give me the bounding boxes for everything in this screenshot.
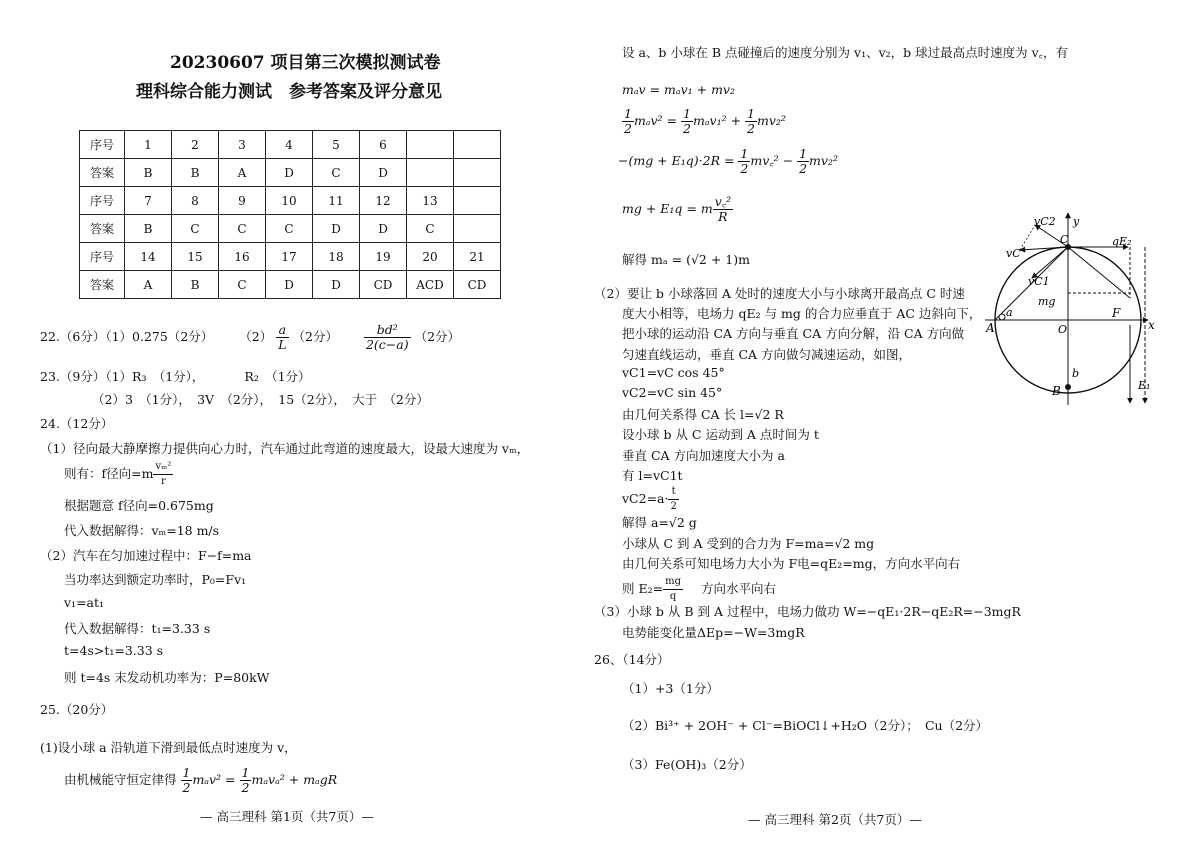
answer-table-cell: CD bbox=[360, 271, 407, 299]
q26-line: （1）+3（1分） bbox=[622, 681, 719, 696]
page-footer-left: — 高三理科 第1页（共7页）— bbox=[200, 809, 374, 824]
answer-table-header-cell: 序号 bbox=[80, 187, 125, 215]
answer-table-cell: 7 bbox=[125, 187, 172, 215]
q25-energy-equation: 由机械能守恒定律得 $\frac{1}{2}$ mₐv² = $\frac{1}{2}$ mₐvₐ² + mₐgR bbox=[64, 765, 338, 795]
q24-line: 则 t=4s 末发动机功率为：P=80kW bbox=[64, 670, 270, 685]
answer-table-cell: 19 bbox=[360, 243, 407, 271]
answer-table-header-cell: 答案 bbox=[80, 271, 125, 299]
text-line: vC2=vC sin 45° bbox=[622, 385, 723, 400]
label-e1: E₁ bbox=[1138, 379, 1151, 392]
answer-table-header-cell: 答案 bbox=[80, 215, 125, 243]
q24-line: 代入数据解得：t₁=3.33 s bbox=[64, 621, 211, 636]
text-line: 由几何关系可知电场力大小为 F电=qE₂=mg，方向水平向右 bbox=[622, 556, 961, 571]
label-ball-a: a bbox=[1006, 306, 1013, 319]
answer-table-cell bbox=[454, 131, 501, 159]
text-line: 解得 a=√2 g bbox=[622, 515, 697, 530]
q25-line: (1)设小球 a 沿轨道下滑到最低点时速度为 v， bbox=[40, 740, 297, 755]
q22-line bbox=[40, 323, 460, 352]
label-vc: vC bbox=[1006, 247, 1021, 260]
answer-table-cell: 13 bbox=[407, 187, 454, 215]
page-title: 20230607 项目第三次模拟测试卷 bbox=[170, 53, 441, 73]
q24-line: （1）径向最大静摩擦力提供向心力时，汽车通过此弯道的速度最大，设最大速度为 vₘ， bbox=[40, 441, 530, 456]
answer-table-cell bbox=[454, 187, 501, 215]
answer-table-cell bbox=[454, 215, 501, 243]
answer-table-row bbox=[80, 215, 501, 243]
answer-table-cell: 3 bbox=[219, 131, 266, 159]
q22-part2: （2） bbox=[239, 329, 273, 344]
answer-table-cell: 17 bbox=[266, 243, 313, 271]
answer-table-header-cell: 序号 bbox=[80, 131, 125, 159]
label-vc1: vC1 bbox=[1028, 275, 1050, 288]
answer-table-cell: 18 bbox=[313, 243, 360, 271]
label-qe2: qE₂ bbox=[1112, 235, 1132, 248]
label-origin: O bbox=[1058, 323, 1068, 336]
q26-line: （3）Fe(OH)₃（2分） bbox=[622, 757, 752, 772]
q22-score-3: （2分） bbox=[414, 329, 461, 344]
p2-line-vc2: vC2=a· $\frac{t}{2}$ bbox=[622, 486, 677, 512]
equation-energy: $\frac{1}{2}$ mₐv² = $\frac{1}{2}$ mₐv₁² + $\frac{1}{2}$ mv₂² bbox=[624, 106, 786, 136]
answer-table-cell: 21 bbox=[454, 243, 501, 271]
ball-a bbox=[999, 314, 1005, 320]
answer-table-cell: 14 bbox=[125, 243, 172, 271]
q22-part1: 22.（6分）（1）0.275（2分） bbox=[40, 329, 214, 344]
q23-line-2: （2）3 （1分）， 3V （2分）， 15（2分）， 大于 （2分） bbox=[92, 392, 429, 407]
equation-result: 解得 mₐ = (√2 + 1)m bbox=[622, 252, 750, 267]
answer-table-cell: B bbox=[172, 271, 219, 299]
answer-table-cell: 4 bbox=[266, 131, 313, 159]
answer-table-cell: 5 bbox=[313, 131, 360, 159]
answer-table-cell: D bbox=[360, 159, 407, 187]
answer-table-cell: A bbox=[219, 159, 266, 187]
answer-table-cell: 20 bbox=[407, 243, 454, 271]
text-line: 小球从 C 到 A 受到的合力为 F=ma=√2 mg bbox=[622, 535, 875, 551]
vc1-arrow bbox=[1032, 247, 1068, 278]
q26-line: （2）Bi³⁺ + 2OH⁻ + Cl⁻=BiOCl↓+H₂O（2分）； Cu（2分） bbox=[622, 718, 989, 733]
q25-intro: 设 a、b 小球在 B 点碰撞后的速度分别为 v₁、v₂，b 球过最高点时速度为 v꜀，有 bbox=[622, 45, 1068, 60]
answer-table-row bbox=[80, 243, 501, 271]
answer-table-cell: 15 bbox=[172, 243, 219, 271]
answer-table-cell: B bbox=[172, 159, 219, 187]
answer-table-cell: C bbox=[313, 159, 360, 187]
answer-table-cell bbox=[407, 131, 454, 159]
q24-line: v₁=at₁ bbox=[64, 595, 105, 610]
answer-table-cell: 16 bbox=[219, 243, 266, 271]
circular-track-diagram bbox=[980, 205, 1160, 410]
equation-centripetal: mg + E₁q = m $\frac{\text{v꜀²}}{R}$ bbox=[622, 194, 732, 224]
label-point-b: B bbox=[1052, 384, 1061, 398]
answer-table-cell: C bbox=[172, 215, 219, 243]
label-vc2: vC2 bbox=[1034, 215, 1056, 228]
equation-work: −(mg + E₁q)·2R = $\frac{1}{2}$ mv꜀² − $\frac{1}{2}$ mv₂² bbox=[618, 146, 838, 176]
vc-arrow bbox=[1020, 247, 1068, 250]
answer-table-row bbox=[80, 131, 501, 159]
text-line: 把小球的运动沿 CA 方向与垂直 CA 方向分解，沿 CA 方向做 bbox=[622, 326, 965, 342]
label-f: F bbox=[1112, 306, 1121, 320]
q23-line-1: 23.（9分）（1）R₃ （1分）， R₂ （1分） bbox=[40, 369, 311, 384]
label-point-a: A bbox=[986, 321, 995, 335]
answer-table-cell: D bbox=[266, 159, 313, 187]
answer-table-row bbox=[80, 159, 501, 187]
label-mg: mg bbox=[1038, 295, 1056, 308]
text-line: （3）小球 b 从 B 到 A 过程中，电场力做功 W=−qE₁·2R−qE₂R=−3mgR bbox=[594, 604, 1021, 619]
answer-table-cell: C bbox=[407, 215, 454, 243]
text-line: vC1=vC cos 45° bbox=[622, 364, 725, 380]
q22-fraction-1: $\frac{a}{L}$ bbox=[278, 322, 287, 352]
answer-table-cell: B bbox=[125, 215, 172, 243]
label-ball-b: b bbox=[1072, 367, 1080, 380]
q24-line: 代入数据解得：vₘ=18 m/s bbox=[64, 523, 220, 538]
answer-table-cell: 2 bbox=[172, 131, 219, 159]
q24-head: 24.（12分） bbox=[40, 416, 114, 431]
text-line: 由几何关系得 CA 长 l=√2 R bbox=[622, 407, 784, 423]
q22-fraction-2: $\frac{\text{bd²}}{2(c-a)}$ bbox=[365, 322, 409, 352]
answer-table bbox=[79, 130, 501, 299]
answer-table-row bbox=[80, 187, 501, 215]
answer-table-cell: D bbox=[360, 215, 407, 243]
answer-table-cell: A bbox=[125, 271, 172, 299]
q24-line: t=4s>t₁=3.33 s bbox=[64, 643, 164, 658]
answer-table-row bbox=[80, 271, 501, 299]
answer-table-cell bbox=[407, 159, 454, 187]
label-x: x bbox=[1148, 318, 1155, 332]
text-line: 垂直 CA 方向加速度大小为 a bbox=[622, 447, 785, 463]
answer-table-cell: 12 bbox=[360, 187, 407, 215]
label-c: C bbox=[1060, 233, 1069, 246]
text-line: 匀速直线运动，垂直 CA 方向做匀减速运动，如图， bbox=[622, 346, 912, 362]
answer-table-cell: C bbox=[219, 271, 266, 299]
q25-head: 25.（20分） bbox=[40, 702, 114, 717]
answer-table-cell: 6 bbox=[360, 131, 407, 159]
q22-score-2: （2分） bbox=[292, 329, 338, 344]
answer-table-cell: ACD bbox=[407, 271, 454, 299]
answer-table-cell: C bbox=[266, 215, 313, 243]
answer-table-cell: D bbox=[313, 215, 360, 243]
answer-table-cell bbox=[454, 159, 501, 187]
text-line: 电势能变化量ΔEp=−W=3mgR bbox=[622, 624, 805, 640]
answer-table-cell: B bbox=[125, 159, 172, 187]
answer-table-cell: 8 bbox=[172, 187, 219, 215]
q26-head: 26、（14分） bbox=[594, 652, 670, 667]
q24-line: 根据题意 f径向=0.675mg bbox=[64, 498, 214, 513]
answer-table-header-cell: 答案 bbox=[80, 159, 125, 187]
answer-table-cell: 10 bbox=[266, 187, 313, 215]
answer-table-cell: CD bbox=[454, 271, 501, 299]
text-line: （2）要让 b 小球落回 A 处时的速度大小与小球离开最高点 C 时速 bbox=[594, 286, 965, 301]
q24-line: 当功率达到额定功率时，P₀=Fv₁ bbox=[64, 572, 247, 587]
answer-table-cell: 1 bbox=[125, 131, 172, 159]
text-line: 有 l=vC1t bbox=[622, 467, 683, 483]
p2-line-e2: 则 E₂= $\frac{mg}{q}$ 方向水平向右 bbox=[622, 576, 776, 602]
answer-table-cell: D bbox=[313, 271, 360, 299]
label-y: y bbox=[1073, 215, 1080, 228]
q24-line: 则有：f径向=m $\frac{\text{vₘ²}}{r}$ bbox=[64, 461, 172, 487]
answer-table-header-cell: 序号 bbox=[80, 243, 125, 271]
q24-line: （2）汽车在匀加速过程中：F−f=ma bbox=[40, 548, 252, 563]
page-subtitle: 理科综合能力测试 参考答案及评分意见 bbox=[136, 82, 442, 102]
answer-table-cell: C bbox=[219, 215, 266, 243]
text-line: 度大小相等，电场力 qE₂ 与 mg 的合力应垂直于 AC 边斜向下， bbox=[622, 306, 982, 322]
answer-table-cell: 9 bbox=[219, 187, 266, 215]
ball-b bbox=[1065, 384, 1071, 390]
page-footer-right: — 高三理科 第2页（共7页）— bbox=[748, 812, 922, 827]
equation-momentum: mₐv = mₐv₁ + mv₂ bbox=[622, 82, 735, 97]
text-line: 设小球 b 从 C 运动到 A 点时间为 t bbox=[622, 427, 819, 443]
answer-table-cell: D bbox=[266, 271, 313, 299]
answer-table-cell: 11 bbox=[313, 187, 360, 215]
